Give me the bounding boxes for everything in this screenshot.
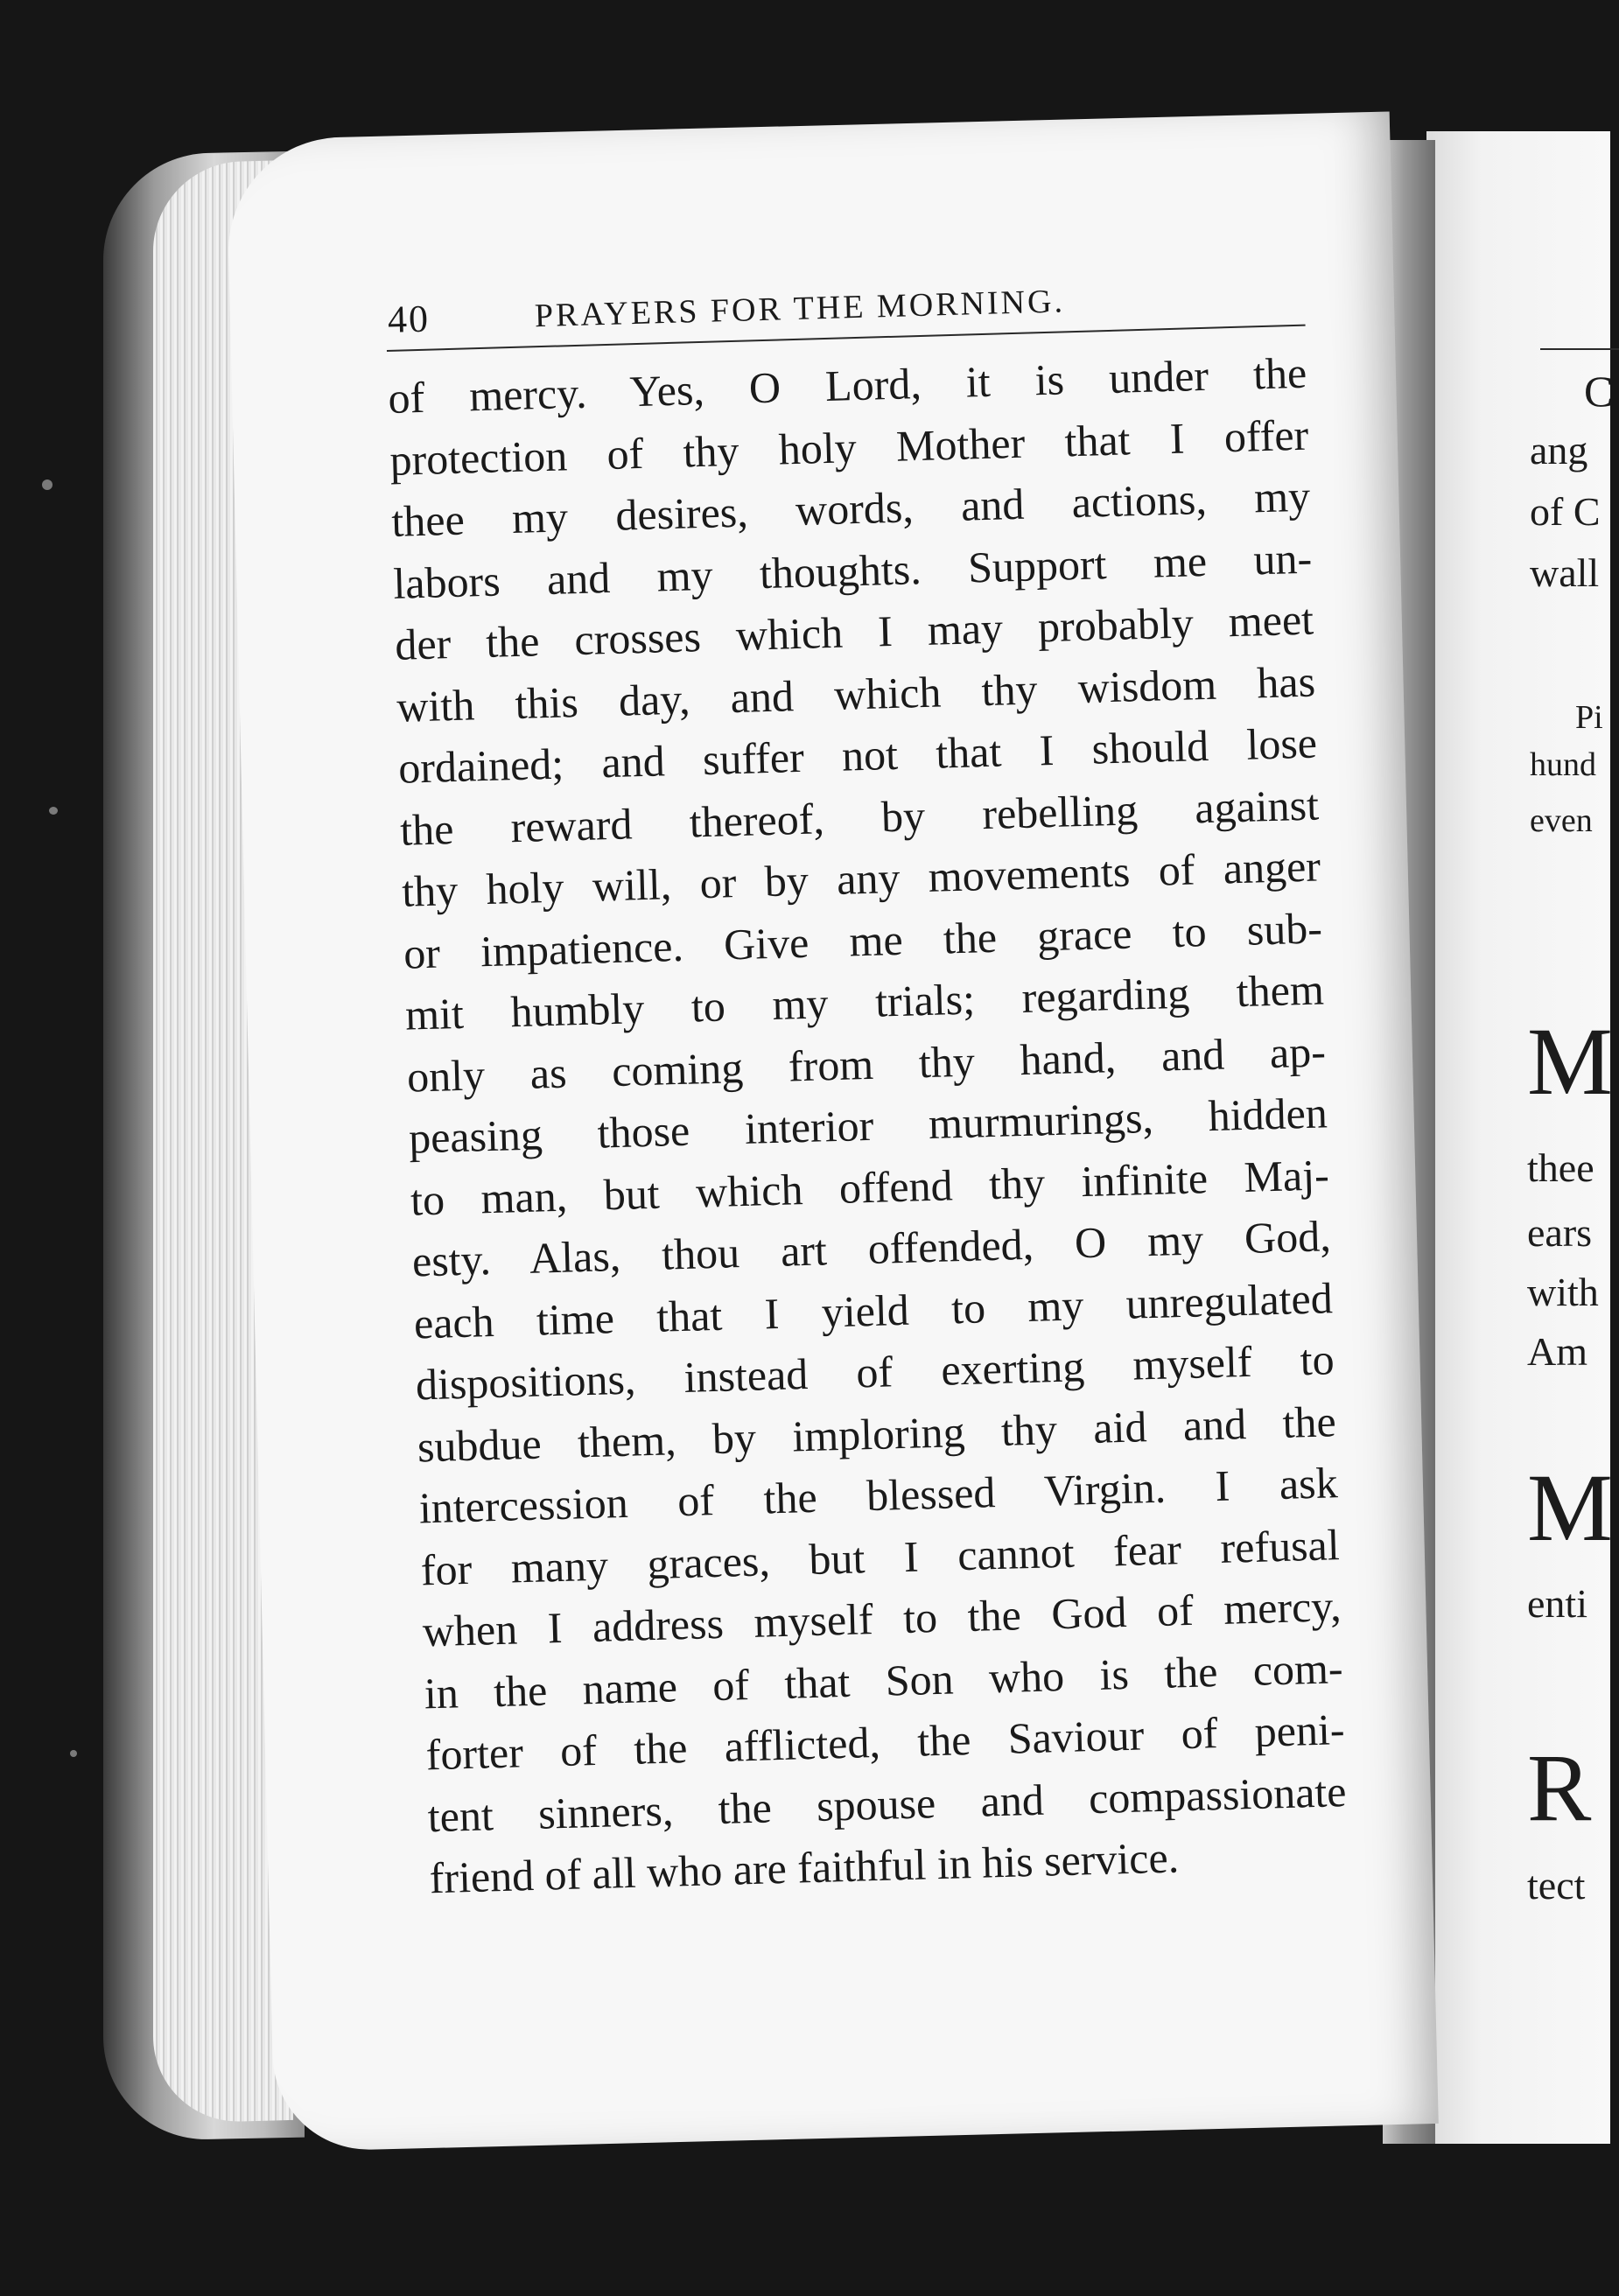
right-page-fragment: of C <box>1530 489 1601 534</box>
text-line: ordained; and suffer not that I should lose <box>397 718 1318 793</box>
text-line: the reward thereof, by rebelling against <box>399 779 1320 855</box>
text-line: tent sinners, the spouse and compassionate <box>426 1766 1348 1841</box>
right-page-fragment: enti <box>1527 1581 1587 1626</box>
text-line: esty. Alas, thou art offended, O my God, <box>411 1211 1332 1286</box>
text-line: when I address myself to the God of mercy, <box>422 1581 1342 1656</box>
right-page-fragment: Pi <box>1575 699 1603 736</box>
text-line: mit humbly to my trials; regarding them <box>404 964 1325 1040</box>
body-text <box>388 342 1349 1909</box>
right-page-fragment: Am <box>1527 1329 1587 1374</box>
text-line: thy holy will, or by any movements of anger <box>401 841 1321 916</box>
left-page-text <box>385 263 1349 1909</box>
surface-speck <box>49 807 58 815</box>
text-line: protection of thy holy Mother that I offer <box>389 410 1309 485</box>
right-page-drop-cap: M <box>1527 1454 1613 1561</box>
text-line: only as coming from thy hand, and ap- <box>406 1026 1327 1102</box>
right-page-fragment: C <box>1584 367 1614 416</box>
right-page-fragment: even <box>1530 802 1593 839</box>
text-line: labors and my thoughts. Support me un- <box>392 533 1313 608</box>
text-line: der the crosses which I may probably meet <box>394 594 1314 669</box>
text-line: of mercy. Yes, O Lord, it is under the <box>387 347 1307 423</box>
text-line: in the name of that Son who is the com- <box>424 1642 1344 1718</box>
text-line: with this day, and which thy wisdom has <box>396 656 1316 732</box>
text-line: to man, but which offend thy infinite Maj- <box>410 1149 1330 1225</box>
text-line: forter of the afflicted, the Saviour of peni- <box>425 1704 1346 1780</box>
text-line: dispositions, instead of exerting myself to <box>415 1334 1335 1410</box>
text-line: intercession of the blessed Virgin. I ask <box>418 1458 1339 1533</box>
text-line: or impatience. Give me the grace to sub- <box>403 902 1323 978</box>
text-line: subdue them, by imploring thy aid and the <box>417 1396 1337 1471</box>
text-line: friend of all who are faithful in his service. <box>428 1832 1180 1903</box>
right-page-drop-cap: R <box>1527 1734 1592 1841</box>
running-head-title: PRAYERS FOR THE MORNING. <box>534 283 1066 335</box>
right-page-fragment: thee <box>1527 1145 1594 1190</box>
right-page-fragment: ang <box>1530 428 1588 472</box>
right-page-fragment: wall <box>1530 550 1600 595</box>
right-page-fragment: with <box>1527 1270 1599 1314</box>
right-page-drop-cap: M <box>1527 1008 1613 1115</box>
text-line: for many graces, but I cannot fear refusal <box>420 1519 1341 1594</box>
surface-speck <box>70 1750 77 1757</box>
text-line: peasing those interior murmurings, hidden <box>408 1088 1328 1163</box>
right-page-rule <box>1540 348 1619 350</box>
right-page-fragment: hund <box>1530 746 1596 783</box>
text-line: each time that I yield to my unregulated <box>413 1272 1334 1348</box>
surface-speck <box>42 480 53 490</box>
text-line: thee my desires, words, and actions, my <box>390 471 1311 546</box>
right-page-fragment: ears <box>1527 1210 1593 1255</box>
page-number: 40 <box>387 297 431 341</box>
right-page-fragment: tect <box>1527 1863 1586 1908</box>
